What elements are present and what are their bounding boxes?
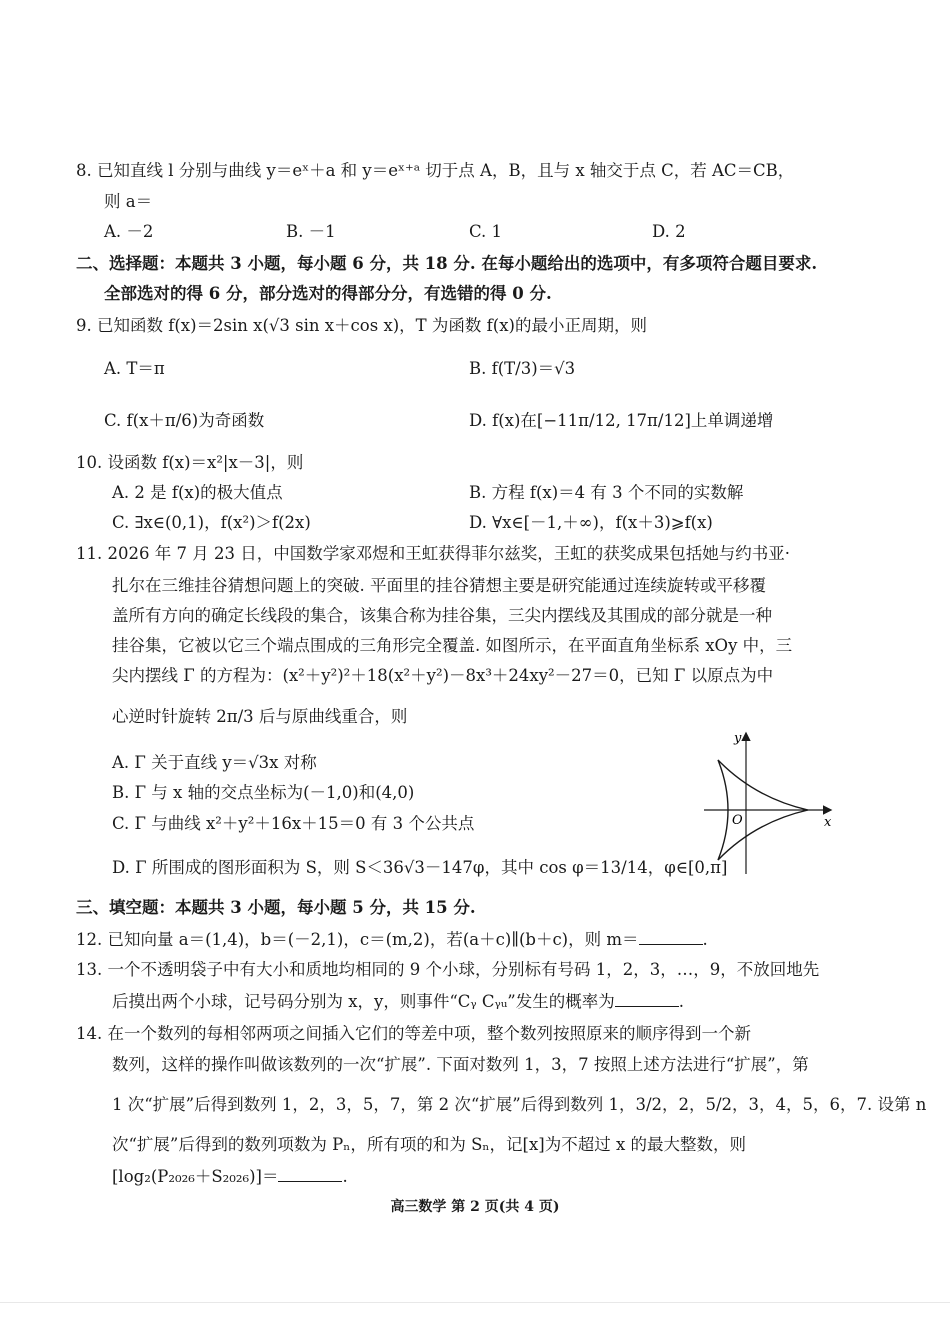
page-footer: 高三数学 第 2 页(共 4 页) xyxy=(390,1199,560,1215)
q13-text: 后摸出两个小球，记号码分别为 x，y，则事件“Cᵧ Cᵧᵤ”发生的概率为 xyxy=(112,992,615,1011)
q14-answer-blank xyxy=(278,1165,342,1182)
q10-option-c: C. ∃x∈(0,1)，f(x²)＞f(2x) xyxy=(112,513,311,532)
q14-stem-line1: 14. 在一个数列的每相邻两项之间插入它们的等差中项，整个数列按照原来的顺序得到一个新 xyxy=(76,1024,751,1043)
q9-stem: 9. 已知函数 f(x)＝2sin x(√3 sin x＋cos x)，T 为函数 f(x)的最小正周期，则 xyxy=(76,316,647,335)
q11-option-b: B. Γ 与 x 轴的交点坐标为(－1,0)和(4,0) xyxy=(112,783,415,802)
q9-option-a: A. T＝π xyxy=(104,359,165,378)
q12-text: 12. 已知向量 a＝(1,4)，b＝(－2,1)，c＝(m,2)，若(a＋c)∥(b＋c)，则 m＝ xyxy=(76,930,639,949)
q8-stem-line1: 8. 已知直线 l 分别与曲线 y＝eˣ＋a 和 y＝eˣ⁺ᵃ 切于点 A，B，且与 x 轴交于点 C，若 AC＝CB， xyxy=(76,161,795,180)
q11-stem-line1: 11. 2026 年 7 月 23 日，中国数学家邓煜和王虹获得菲尔兹奖，王虹的获奖成果包括她与约书亚· xyxy=(76,544,790,563)
section2-heading-line1: 二、选择题：本题共 3 小题，每小题 6 分，共 18 分. 在每小题给出的选项中，有多项符合题目要求. xyxy=(76,254,818,273)
q8-stem-line2: 则 a＝ xyxy=(104,192,153,211)
q9-option-d: D. f(x)在[−11π/12, 17π/12]上单调递增 xyxy=(469,411,774,430)
q11-stem-line6: 心逆时针旋转 2π/3 后与原曲线重合，则 xyxy=(112,707,408,726)
q10-option-a: A. 2 是 f(x)的极大值点 xyxy=(112,483,283,502)
q11-stem-line3: 盖所有方向的确定长线段的集合，该集合称为挂谷集，三尖内摆线及其围成的部分就是一种 xyxy=(112,606,772,625)
q11-option-c: C. Γ 与曲线 x²＋y²＋16x＋15＝0 有 3 个公共点 xyxy=(112,814,475,833)
q8-option-a: A. －2 xyxy=(104,222,154,241)
q8-option-d: D. 2 xyxy=(652,222,686,241)
q11-stem-line2: 扎尔在三维挂谷猜想问题上的突破. 平面里的挂谷猜想主要是研究能通过连续旋转或平移覆 xyxy=(112,576,766,595)
q13-stem-line1: 13. 一个不透明袋子中有大小和质地均相同的 9 个小球，分别标有号码 1，2，3，…，9，不放回地先 xyxy=(76,960,820,979)
q12-stem xyxy=(76,928,708,951)
q13-answer-blank xyxy=(615,990,679,1007)
section2-heading-line2: 全部选对的得 6 分，部分选对的得部分分，有选错的得 0 分. xyxy=(104,284,552,303)
q11-stem-line5: 尖内摆线 Γ 的方程为：(x²＋y²)²＋18(x²＋y²)－8x³＋24xy²－27＝0，已知 Γ 以原点为中 xyxy=(112,666,774,685)
q12-answer-blank xyxy=(639,928,703,945)
q9-option-b: B. f(T/3)＝√3 xyxy=(469,359,576,378)
q13-end: . xyxy=(678,992,684,1011)
section3-heading: 三、填空题：本题共 3 小题，每小题 5 分，共 15 分. xyxy=(76,898,476,917)
q8-option-c: C. 1 xyxy=(469,222,503,241)
q14-stem-line5 xyxy=(112,1165,348,1188)
q10-option-b: B. 方程 f(x)＝4 有 3 个不同的实数解 xyxy=(469,483,744,502)
q10-stem: 10. 设函数 f(x)＝x²|x－3|，则 xyxy=(76,453,304,472)
y-axis-label: y xyxy=(734,731,742,746)
q12-end: . xyxy=(702,930,708,949)
q8-option-b: B. －1 xyxy=(286,222,336,241)
q10-option-d: D. ∀x∈[－1,＋∞)，f(x＋3)⩾f(x) xyxy=(469,513,713,532)
q11-stem-line4: 挂谷集，它被以它三个端点围成的三角形完全覆盖. 如图所示，在平面直角坐标系 xOy 中，三 xyxy=(112,636,793,655)
x-axis-label: x xyxy=(824,815,832,830)
q9-option-c: C. f(x＋π/6)为奇函数 xyxy=(104,411,265,430)
q14-stem-line4: 次“扩展”后得到的数列项数为 Pₙ，所有项的和为 Sₙ，记[x]为不超过 x 的最大整数，则 xyxy=(112,1135,747,1154)
q14-stem-line2: 数列，这样的操作叫做该数列的一次“扩展”. 下面对数列 1，3，7 按照上述方法进行“扩展”，第 xyxy=(112,1055,809,1074)
q11-option-a: A. Γ 关于直线 y＝√3x 对称 xyxy=(112,753,317,772)
origin-label: O xyxy=(732,813,743,828)
q14-text: [log₂(P₂₀₂₆＋S₂₀₂₆)]＝ xyxy=(112,1167,279,1186)
q14-end: . xyxy=(342,1167,348,1186)
bottom-divider xyxy=(0,1302,950,1303)
deltoid-figure xyxy=(700,728,840,878)
q11-option-d: D. Γ 所围成的图形面积为 S，则 S＜36√3－147φ，其中 cos φ＝13/14，φ∈[0,π] xyxy=(112,858,728,877)
q13-stem-line2 xyxy=(112,990,684,1013)
q14-stem-line3: 1 次“扩展”后得到数列 1，2，3，5，7，第 2 次“扩展”后得到数列 1，3/2，2，5/2，3，4，5，6，7. 设第 n xyxy=(112,1095,927,1114)
